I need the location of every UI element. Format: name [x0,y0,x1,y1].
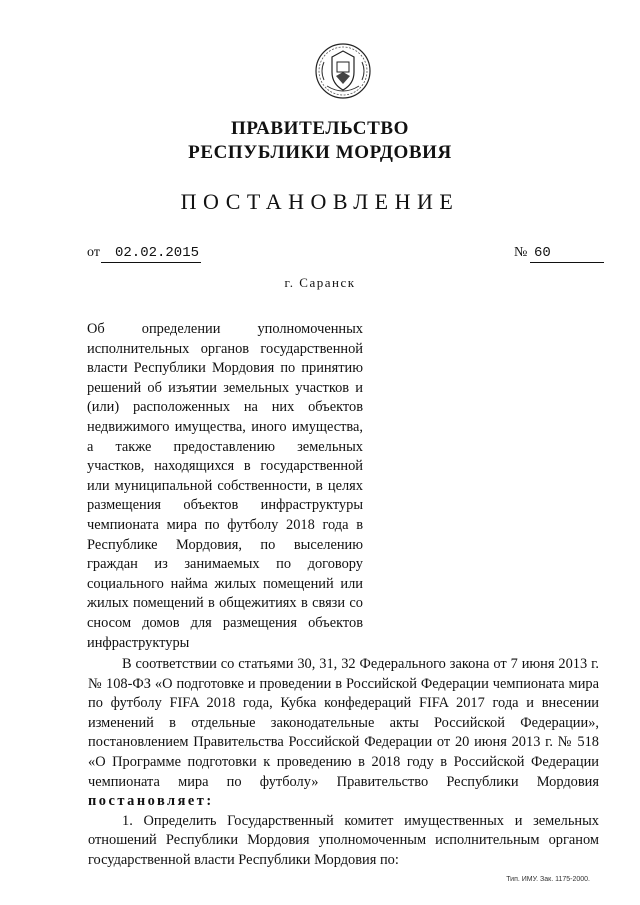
date-prefix: от [87,245,100,260]
city-name: г. Саранск [284,275,356,290]
number-underline [530,262,604,263]
paragraph-preamble [88,655,599,812]
number-value: 60 [534,245,551,261]
paragraph-item-1: 1. Определить Государственный комитет имущественных и земельных отношений Республики Мордовия уполномоченным исполнительным органом государственной власти Республики Мордовия по: [88,812,599,868]
document-subject: Об определении уполномоченных исполнительных органов государственной власти Республики Мордовия по принятию решений об изъятии земельных участков и (или) расположенных на них объектов недвижимого имущества, иного имущества, а также предоставлению земельных участков, находящихся в государственной или муниципальной собственности, в целях размещения объектов инфраструктуры чемпионата мира по футболу 2018 года в Республике Мордовия, по выселению граждан из занимаемых по договору социального найма жилых помещений или жилых помещений в общежитиях в связи со сносом домов для размещения объектов инфраструктуры [87,321,363,651]
date-value: 02.02.2015 [115,245,200,261]
document-body [88,655,599,871]
resolution-colon: : [206,793,212,810]
preamble-text: В соответствии со статьями 30, 31, 32 Федерального закона от 7 июня 2013 г. № 108-ФЗ «О подготовке и проведении в Российской Федерации чемпионата мира по футболу FIFA 2018 года, Кубка конфедераций FIFA 2017 года и внесении изменений в отдельные законодательные акты Российской Федерации», постановлением Правительства Российской Федерации от 20 июня 2013 г. № 518 «О Программе подготовки к проведению в 2018 году в Российской Федерации чемпионата мира по футболу» Правительство Республики Мордовия [88,656,599,790]
date-underline [101,262,201,263]
resolution-keyword: постановляет [88,793,207,810]
number-prefix: № [514,245,528,260]
document-type-title: ПОСТАНОВЛЕНИЕ [180,189,460,214]
coat-of-arms-icon [314,42,372,100]
government-name-line2: РЕСПУБЛИКИ МОРДОВИЯ [188,142,452,163]
government-name-line1: ПРАВИТЕЛЬСТВО [230,118,410,139]
printing-footer: Тип. ИМУ. Зак. 1175-2000. [506,876,590,883]
